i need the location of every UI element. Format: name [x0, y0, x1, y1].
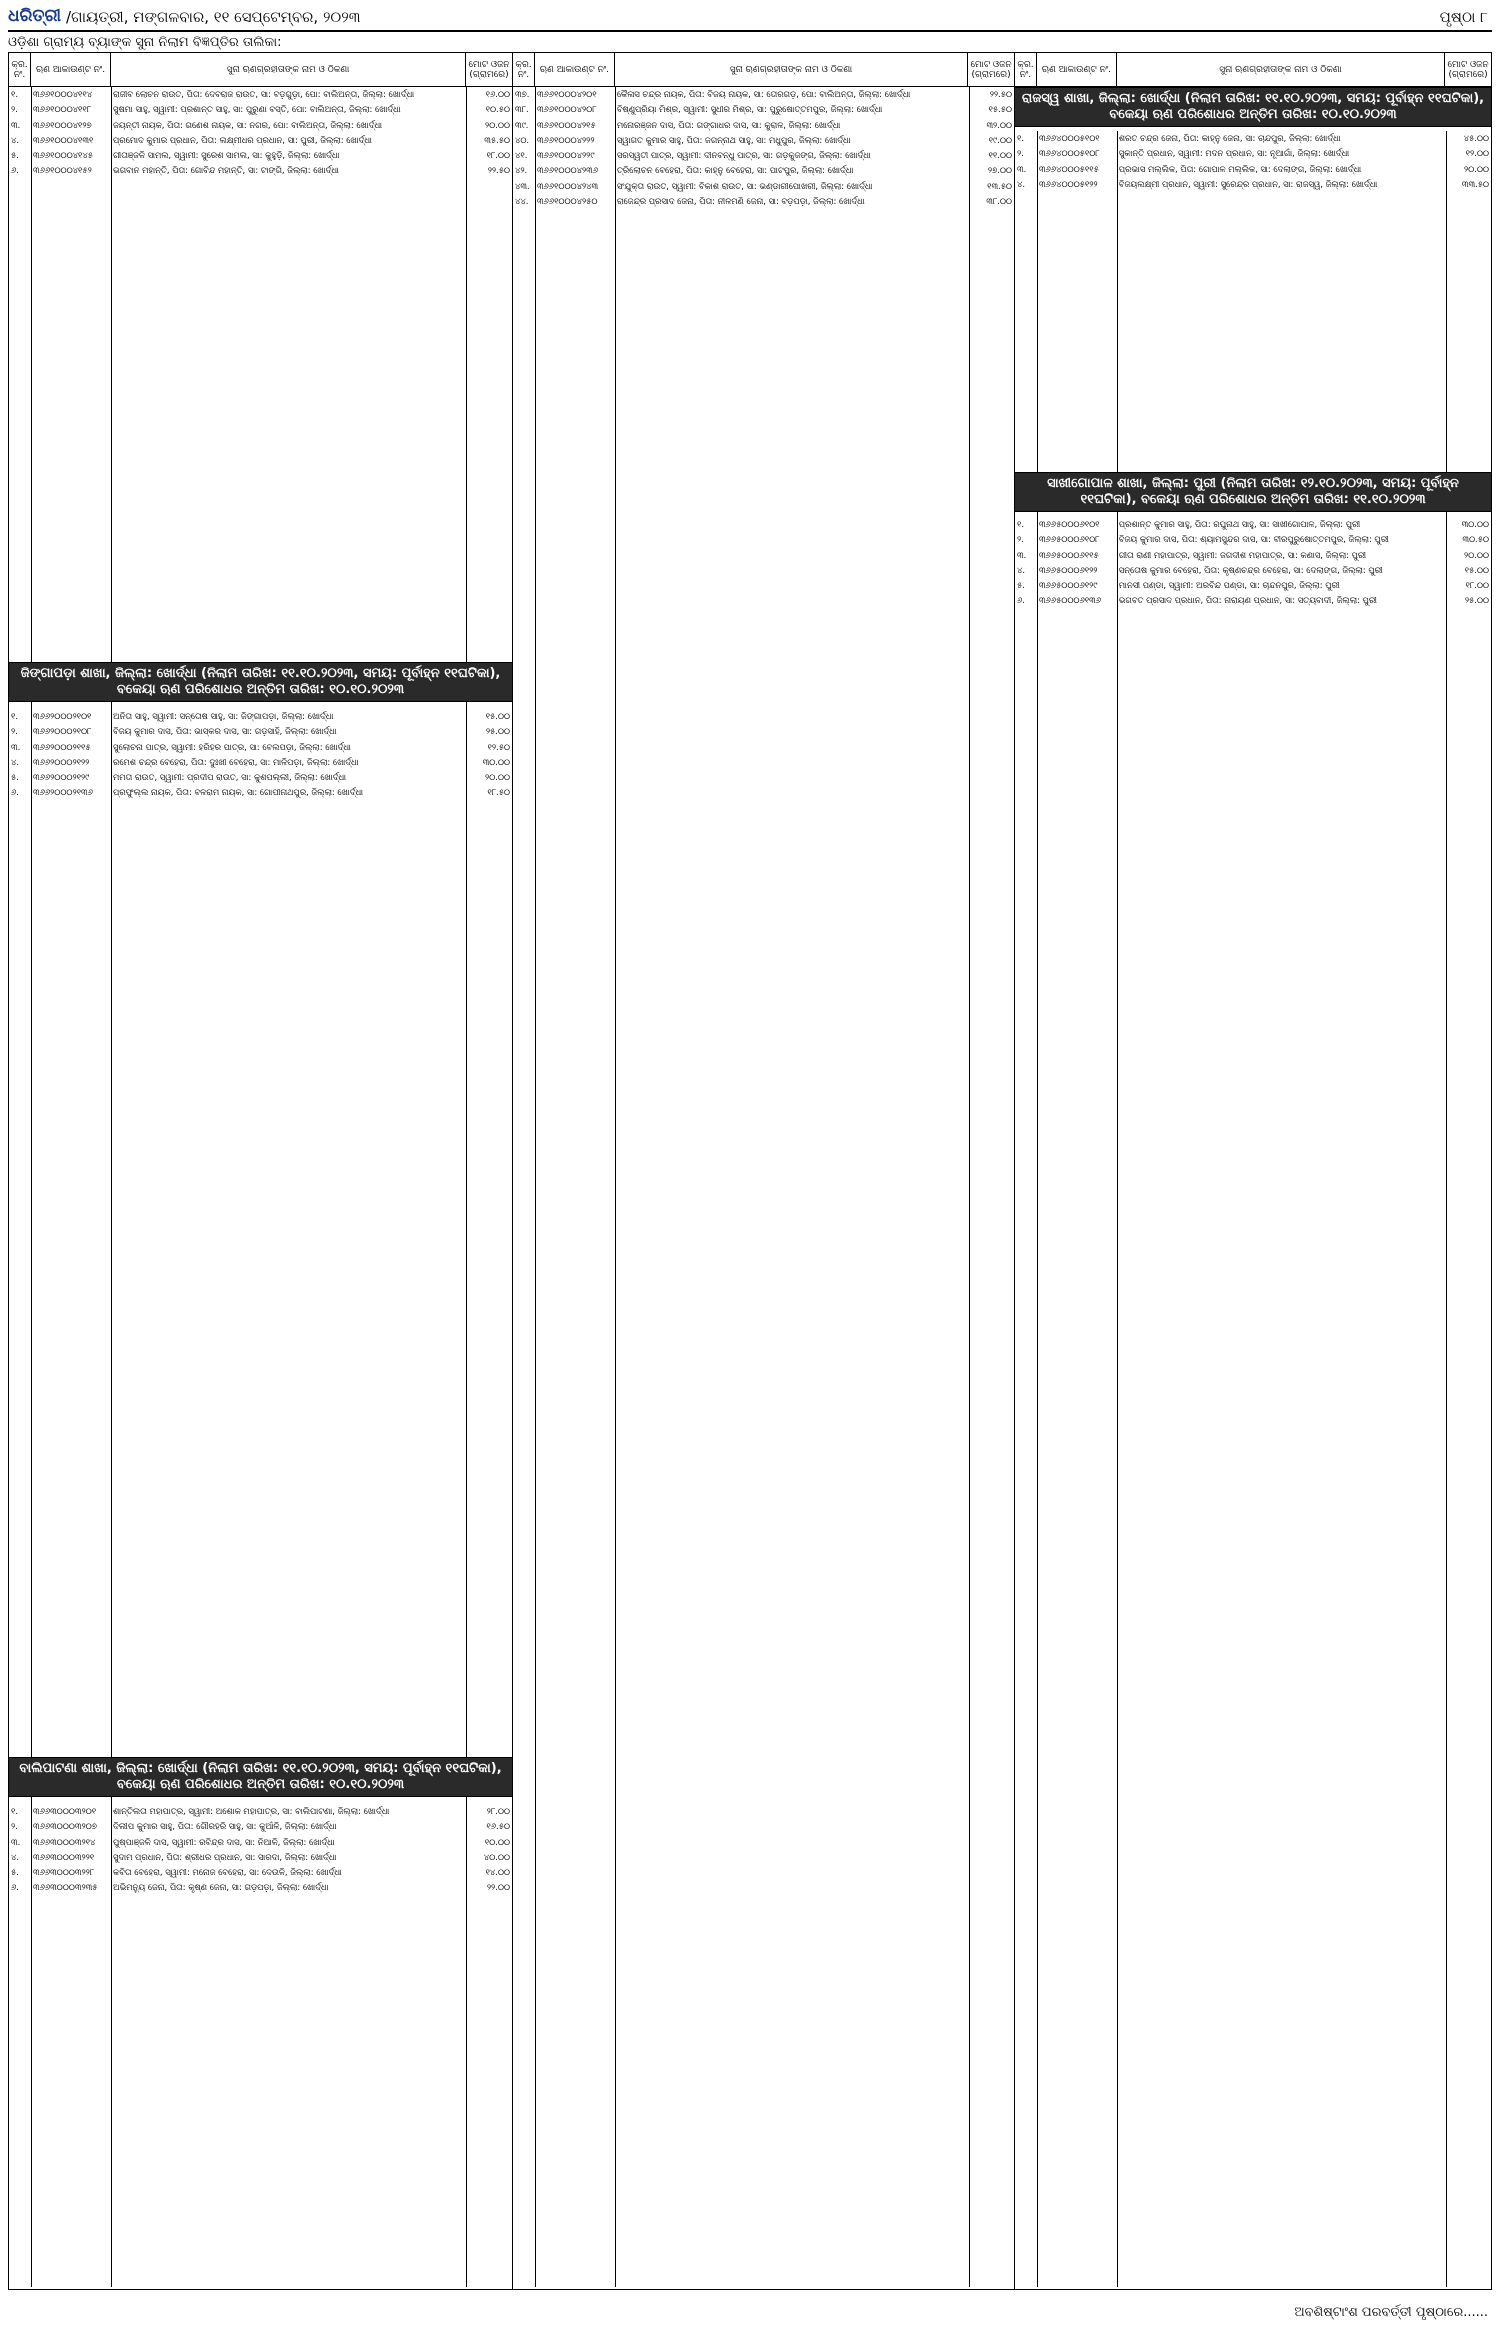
rows-bottom	[9, 1804, 512, 1896]
table-row	[9, 148, 512, 163]
column-header	[1015, 53, 1491, 87]
weight-cell: ୩୨.୦୦	[986, 119, 1012, 130]
sl-cell: ୩.	[1017, 163, 1027, 174]
dateline: /ଗାୟତ୍ରୀ, ମଙ୍ଗଳବାର, ୧୧ ସେପ୍ଟେମ୍ବର, ୨୦୨୩	[66, 8, 361, 26]
weight-cell: ୩୮.୦୦	[986, 196, 1012, 207]
weight-cell: ୨୦.୦୦	[484, 772, 510, 783]
row-grid	[9, 179, 512, 662]
weight-cell: ୧୨.୦୦	[1465, 148, 1489, 159]
sl-cell: ୪୦.	[515, 134, 530, 145]
sl-cell: ୩.	[11, 741, 21, 752]
loan-cell: ୩୬୬୧୦୦୦୪୧୨୭	[33, 119, 92, 130]
name-cell: ତ୍ରିଲୋଚନ ବେହେରା, ପିତା: କାହ୍ନୁ ବେହେରା, ସା: ପାଟପୁର, ଜିଲ୍ଲା: ଖୋର୍ଦ୍ଧା	[616, 165, 854, 176]
header-weight: ମୋଟ ଓଜନ (ଗ୍ରାମରେ)	[970, 59, 1012, 80]
name-cell: ବିଷ୍ଣୁପ୍ରିୟା ମିଶ୍ର, ସ୍ୱାମୀ: ସୁଧୀର ମିଶ୍ର, ସା: ପୁରୁଷୋତ୍ତମପୁର, ଜିଲ୍ଲା: ଖୋର୍ଦ୍ଧା	[616, 104, 883, 115]
sl-cell: ୧.	[11, 1806, 19, 1816]
name-cell: ପ୍ରଭାସ ମଲ୍ଲିକ, ପିତା: ଗୋପାଳ ମଲ୍ଲିକ, ସା: ଦେଲାଙ୍ଗ, ଜିଲ୍ଲା: ଖୋର୍ଦ୍ଧା	[1118, 163, 1362, 174]
row-grid	[9, 1896, 512, 2287]
sl-cell: ୫.	[1017, 580, 1025, 591]
loan-cell: ୩୬୬୩୦୦୦୩୨୦୭	[33, 1821, 97, 1832]
sl-cell: ୪.	[1017, 564, 1026, 575]
table-row	[1015, 578, 1491, 593]
weight-cell: ୨୨.୦୦	[486, 1882, 510, 1893]
weight-cell: ୧୬.୦୦	[485, 89, 510, 99]
loan-cell: ୩୬୬୧୦୦୦୪୧୩୧	[33, 134, 94, 145]
sl-cell: ୪.	[1017, 178, 1026, 189]
name-cell: ଦିଲୀପ କୁମାର ସାହୁ, ପିତା: ଗୌରହରି ସାହୁ, ସା: କୁଆଁଳି, ଜିଲ୍ଲା: ଖୋର୍ଦ୍ଧା	[113, 1821, 337, 1832]
weight-cell: ୧୦.୫୦	[485, 104, 510, 115]
weight-cell: ୨୫.୦୦	[1464, 595, 1489, 606]
name-cell: ସୁକାନ୍ତି ପ୍ରଧାନ, ସ୍ୱାମୀ: ମଦନ ପ୍ରଧାନ, ସା: ନୂଆଗାଁ, ଜିଲ୍ଲା: ଖୋର୍ଦ୍ଧା	[1118, 148, 1350, 159]
name-cell: ଶାନ୍ତିଲତା ମହାପାତ୍ର, ସ୍ୱାମୀ: ଅଶୋକ ମହାପାତ୍ର, ସା: ବାଲିପାଟଣା, ଜିଲ୍ଲା: ଖୋର୍ଦ୍ଧା	[113, 1806, 390, 1816]
table-row	[513, 194, 1014, 209]
table-row	[1015, 177, 1491, 192]
branch-banner-balipatna: ବାଲିପାଟଣା ଶାଖା, ଜିଲ୍ଲା: ଖୋର୍ଦ୍ଧା (ନିଲାମ ତାରିଖ: ୧୧.୧୦.୨୦୨୩, ସମୟ: ପୂର୍ବାହ୍ନ ୧୧ଘଟିକା), ବକେୟା ଋଣ ପରିଶୋଧର ଅନ୍ତିମ ତାରିଖ: ୧୦.୧୦.୨୦୨୩	[9, 1757, 512, 1797]
name-cell: କବିତା ବେହେରା, ସ୍ୱାମୀ: ମନୋଜ ବେହେରା, ସା: ଦେଉଳି, ଜିଲ୍ଲା: ଖୋର୍ଦ୍ଧା	[113, 1867, 342, 1878]
name-cell: ଜୟନ୍ତୀ ନାୟକ, ପିତା: ଗଣେଶ ନାୟକ, ସା: ନଗର, ପୋ: ବାଲିଅନ୍ତା, ଜିଲ୍ଲା: ଖୋର୍ଦ୍ଧା	[113, 119, 383, 130]
sl-cell: ୪.	[11, 1851, 20, 1862]
table-row	[9, 87, 512, 102]
weight-cell: ୨୦.୦୦	[1463, 549, 1489, 560]
sl-cell: ୨.	[11, 1821, 18, 1832]
notice-heading: ଓଡ଼ିଶା ଗ୍ରାମ୍ୟ ବ୍ୟାଙ୍କ ସୁନା ନିଲାମ ବିଜ୍ଞପ୍ତିର ତାଲିକା:	[8, 35, 282, 50]
continued-note: ଅବଶିଷ୍ଟାଂଶ ପରବର୍ତ୍ତୀ ପୃଷ୍ଠାରେ......	[1294, 2305, 1488, 2320]
table-row	[1015, 563, 1491, 578]
table-row	[9, 102, 512, 117]
weight-cell: ୨୭.୦୦	[987, 165, 1012, 176]
header-name: ସୁନା ଋଣଗ୍ରହୀତାଙ୍କ ନାମ ଓ ଠିକଣା	[1117, 53, 1445, 86]
weight-cell: ୪୫.୦୦	[1463, 133, 1489, 143]
newspaper-logo: ଧରିତ୍ରୀ	[8, 6, 62, 26]
loan-cell: ୩୬୬୨୦୦୦୨୧୨୨	[33, 756, 90, 767]
loan-cell: ୩୬୬୪୦୦୦୫୧୧୫	[1038, 163, 1099, 174]
name-cell: ପ୍ରଶାନ୍ତ କୁମାର ସାହୁ, ପିତା: ରଘୁନାଥ ସାହୁ, ସା: ସାଖୀଗୋପାଳ, ଜିଲ୍ଲା: ପୁରୀ	[1118, 519, 1361, 529]
name-cell: ସୁଷମା ସାହୁ, ସ୍ୱାମୀ: ପ୍ରଶାନ୍ତ ସାହୁ, ସା: ପୁରୁଣା ବସ୍ତି, ପୋ: ବାଲିଅନ୍ତା, ଜିଲ୍ଲା: ଖୋର୍ଦ୍ଧା	[113, 104, 401, 115]
branch-banner-rajsuna: ରାଜସ୍ୱ ଶାଖା, ଜିଲ୍ଲା: ଖୋର୍ଦ୍ଧା (ନିଲାମ ତାରିଖ: ୧୧.୧୦.୨୦୨୩, ସମୟ: ପୂର୍ବାହ୍ନ ୧୧ଘଟିକା), ବକେୟା ଋଣ ପରିଶୋଧର ଅନ୍ତିମ ତାରିଖ: ୧୦.୧୦.୨୦୨୩	[1015, 87, 1491, 127]
masthead-rule	[8, 30, 1492, 32]
loan-cell: ୩୬୬୧୦୦୦୪୨୧୫	[536, 119, 596, 130]
header-weight: ମୋଟ ଓଜନ (ଗ୍ରାମରେ)	[468, 59, 510, 80]
table-row	[1015, 131, 1491, 146]
weight-cell: ୩୫.୫୦	[484, 134, 510, 145]
name-cell: ଗୀତାଞ୍ଜଳି ସାମଲ, ସ୍ୱାମୀ: ସୁରେଶ ସାମଲ, ସା: କୁହୁଡ଼ି, ଜିଲ୍ଲା: ଖୋର୍ଦ୍ଧା	[113, 150, 340, 161]
sl-cell: ୪୩.	[515, 180, 530, 191]
loan-cell: ୩୬୬୧୦୦୦୪୨୫୦	[536, 196, 598, 207]
table-row	[9, 118, 512, 133]
header-loan: ଋଣ ଆକାଉଣ୍ଟ ନଂ.	[535, 53, 615, 86]
loan-cell: ୩୬୬୪୦୦୦୫୧୦୮	[1038, 148, 1100, 159]
loan-cell: ୩୬୬୧୦୦୦୪୨୨୯	[536, 150, 595, 161]
weight-cell: ୧୫.୦୦	[485, 711, 510, 721]
sl-cell: ୬.	[1017, 595, 1025, 606]
rows-top	[1015, 131, 1491, 192]
weight-cell: ୨୦.୦୦	[484, 119, 510, 130]
table-column-1	[9, 53, 512, 2289]
weight-cell: ୧୮.୫୦	[487, 787, 510, 798]
name-cell: ସନ୍ତୋଷ କୁମାର ବେହେରା, ପିତା: କୃଷ୍ଣଚନ୍ଦ୍ର ବେହେରା, ସା: ଦେଲାଙ୍ଗ, ଜିଲ୍ଲା: ପୁରୀ	[1118, 564, 1383, 575]
loan-cell: ୩୬୬୩୦୦୦୩୨୧୪	[33, 1836, 96, 1847]
loan-cell: ୩୬୬୩୦୦୦୩୨୨୮	[33, 1867, 95, 1878]
loan-cell: ୩୬୬୨୦୦୦୨୧୦୧	[33, 711, 92, 721]
weight-cell: ୧୬.୫୦	[486, 1821, 510, 1832]
sl-cell: ୩୯.	[515, 119, 529, 130]
table-row	[1015, 517, 1491, 532]
table-row	[9, 724, 512, 739]
row-grid	[9, 801, 512, 1757]
rows-top	[9, 87, 512, 179]
table-row	[513, 87, 1014, 102]
sl-cell: ୧.	[11, 711, 19, 721]
name-cell: ରାଜୀବ ଲୋଚନ ରାଉତ, ପିତା: ଦେବରାଜ ରାଉତ, ସା: ବଡ଼ଗୁଡ଼ା, ପୋ: ବାଲିଅନ୍ତା, ଜିଲ୍ଲା: ଖୋର୍ଦ୍ଧା	[113, 89, 415, 99]
sl-cell: ୪୨.	[515, 165, 528, 176]
table-row	[1015, 532, 1491, 547]
table-row	[9, 740, 512, 755]
rows-mid	[9, 709, 512, 801]
rows-list	[513, 87, 1014, 209]
table-row	[513, 148, 1014, 163]
name-cell: ମାନସୀ ପଣ୍ଡା, ସ୍ୱାମୀ: ଅରବିନ୍ଦ ପଣ୍ଡା, ସା: ଚାନ୍ଦନପୁର, ଜିଲ୍ଲା: ପୁରୀ	[1118, 580, 1340, 591]
sl-cell: ୨.	[1017, 148, 1024, 159]
loan-cell: ୩୬୬୧୦୦୦୪୨୦୮	[536, 104, 597, 115]
name-cell: ସୁଦାମ ପ୍ରଧାନ, ପିତା: ଶ୍ରୀଧର ପ୍ରଧାନ, ସା: ସାରଦା, ଜିଲ୍ଲା: ଖୋର୍ଦ୍ଧା	[113, 1851, 337, 1862]
table-row	[1015, 593, 1491, 608]
loan-cell: ୩୬୬୨୦୦୦୨୧୧୫	[33, 741, 91, 752]
weight-cell: ୧୯.୦୦	[988, 134, 1012, 145]
name-cell: ଅନିତା ସାହୁ, ସ୍ୱାମୀ: ସନ୍ତୋଷ ସାହୁ, ସା: ଜିଙ୍ଗାପଡ଼ା, ଜିଲ୍ଲା: ଖୋର୍ଦ୍ଧା	[113, 711, 334, 721]
loan-cell: ୩୬୬୫୦୦୦୬୧୧୫	[1038, 549, 1099, 560]
column-header	[513, 53, 1014, 87]
name-cell: ଭଗବତ ପ୍ରସାଦ ପ୍ରଧାନ, ପିତା: ନାରାୟଣ ପ୍ରଧାନ, ସା: ସତ୍ୟବାଦୀ, ଜିଲ୍ଲା: ପୁରୀ	[1118, 595, 1378, 606]
sl-cell: ୬.	[11, 1882, 19, 1893]
loan-cell: ୩୬୬୪୦୦୦୫୧୦୧	[1038, 133, 1100, 143]
weight-cell: ୩୦.୦୦	[482, 756, 510, 767]
loan-cell: ୩୬୬୧୦୦୦୪୧୧୪	[33, 89, 93, 99]
page-number: ପୃଷ୍ଠା ୮	[1439, 8, 1488, 26]
weight-cell: ୧୮.୦୦	[486, 150, 510, 161]
header-loan: ଋଣ ଆକାଉଣ୍ଟ ନଂ.	[1037, 53, 1117, 86]
sl-cell: ୬.	[11, 787, 19, 798]
name-cell: ସ୍ୱାଗତ କୁମାର ସାହୁ, ପିତା: ଜଗନ୍ନାଥ ସାହୁ, ସା: ମଧୁପୁର, ଜିଲ୍ଲା: ଖୋର୍ଦ୍ଧା	[616, 134, 851, 145]
name-cell: ବିଜୟ କୁମାର ଦାସ, ପିତା: ଶ୍ୟାମସୁନ୍ଦର ଦାସ, ସା: ବୀରପୁରୁଷୋତ୍ତମପୁର, ଜିଲ୍ଲା: ପୁରୀ	[1118, 534, 1389, 545]
name-cell: ବିଜୟଲକ୍ଷ୍ମୀ ପ୍ରଧାନ, ସ୍ୱାମୀ: ସୁରେନ୍ଦ୍ର ପ୍ରଧାନ, ସା: ରାଜସ୍ୱ, ଜିଲ୍ଲା: ଖୋର୍ଦ୍ଧା	[1118, 178, 1378, 189]
table-row	[9, 785, 512, 800]
table-column-2	[512, 53, 1014, 2289]
name-cell: ସୁଲୋଚନା ପାତ୍ର, ସ୍ୱାମୀ: ହରିହର ପାତ୍ର, ସା: ବେଲପଡ଼ା, ଜିଲ୍ଲା: ଖୋର୍ଦ୍ଧା	[113, 741, 351, 752]
sl-cell: ୩.	[11, 1836, 21, 1847]
sl-cell: ୧.	[1017, 133, 1025, 143]
header-loan: ଋଣ ଆକାଉଣ୍ଟ ନଂ.	[31, 53, 111, 86]
weight-cell: ୩୦.୦୦	[1461, 519, 1489, 529]
column-rows	[1015, 87, 1491, 2287]
column-header	[9, 53, 512, 87]
weight-cell: ୪୦.୦୦	[483, 1851, 510, 1862]
loan-cell: ୩୬୬୧୦୦୦୪୨୪୩	[536, 180, 599, 191]
column-rows	[513, 87, 1014, 2287]
loan-cell: ୩୬୬୩୦୦୦୩୨୨୧	[33, 1851, 95, 1862]
name-cell: ପ୍ରଫୁଲ୍ଲ ନାୟକ, ପିତା: ବଳରାମ ନାୟକ, ସା: ଗୋପୀନାଥପୁର, ଜିଲ୍ଲା: ଖୋର୍ଦ୍ଧା	[113, 787, 364, 798]
table-row	[1015, 548, 1491, 563]
weight-cell: ୨୦.୦୦	[1463, 163, 1489, 174]
loan-cell: ୩୬୬୫୦୦୦୬୧୨୯	[1038, 580, 1098, 591]
name-cell: ପୁଷ୍ପାଞ୍ଜଳି ଦାସ, ସ୍ୱାମୀ: ରବିନ୍ଦ୍ର ଦାସ, ସା: ନିଆଳି, ଜିଲ୍ଲା: ଖୋର୍ଦ୍ଧା	[113, 1836, 335, 1847]
loan-cell: ୩୬୬୧୦୦୦୪୨୩୬	[536, 165, 599, 176]
header-sl: କ୍ର. ନଂ.	[513, 53, 535, 86]
table-row	[9, 1804, 512, 1819]
loan-cell: ୩୬୬୪୦୦୦୫୧୨୨	[1038, 178, 1098, 189]
weight-cell: ୨୨.୫୦	[487, 165, 510, 176]
row-grid	[1015, 609, 1491, 2287]
header-sl: କ୍ର. ନଂ.	[9, 53, 31, 86]
column-rows	[9, 87, 512, 2287]
sl-cell: ୧.	[11, 89, 19, 99]
weight-cell: ୧୪.୦୦	[485, 1867, 510, 1878]
table-row	[1015, 146, 1491, 161]
loan-cell: ୩୬୬୨୦୦୦୨୧୦୮	[33, 726, 92, 737]
name-cell: ରମେଶ ଚନ୍ଦ୍ର ବେହେରା, ପିତା: ଦୁଃଖୀ ବେହେରା, ସା: ମାଳିପଡ଼ା, ଜିଲ୍ଲା: ଖୋର୍ଦ୍ଧା	[113, 756, 359, 767]
name-cell: ଅଭିମନ୍ୟୁ ଜେନା, ପିତା: କୃଷ୍ଣ ଜେନା, ସା: ଗଡ଼ପଡ଼ା, ଜିଲ୍ଲା: ଖୋର୍ଦ୍ଧା	[113, 1882, 329, 1893]
table-column-3	[1014, 53, 1491, 2289]
table-row	[9, 1835, 512, 1850]
loan-cell: ୩୬୬୫୦୦୦୬୧୩୬	[1038, 595, 1101, 606]
weight-cell: ୧୨.୫୦	[487, 741, 510, 752]
table-row	[9, 755, 512, 770]
loan-cell: ୩୬୬୫୦୦୦୬୧୦୮	[1038, 534, 1100, 545]
loan-cell: ୩୬୬୫୦୦୦୬୧୨୨	[1038, 564, 1098, 575]
table-row	[513, 179, 1014, 194]
row-grid	[1015, 192, 1491, 472]
name-cell: ପ୍ରମୋଦ କୁମାର ପ୍ରଧାନ, ପିତା: ଲକ୍ଷ୍ମୀଧର ପ୍ରଧାନ, ସା: ପୁରୀ, ଜିଲ୍ଲା: ଖୋର୍ଦ୍ଧା	[113, 134, 372, 145]
weight-cell: ୧୮.୦୦	[1465, 580, 1489, 591]
weight-cell: ୧୦.୦୦	[484, 1836, 510, 1847]
sl-cell: ୩୮.	[515, 104, 529, 115]
rows-bottom	[1015, 517, 1491, 609]
weight-cell: ୨୨.୫୦	[989, 89, 1012, 99]
table-row	[9, 1850, 512, 1865]
table-row	[513, 102, 1014, 117]
weight-cell: ୧୩.୫୦	[987, 180, 1012, 191]
name-cell: ରାଜେନ୍ଦ୍ର ପ୍ରସାଦ ଜେନା, ପିତା: ନୀଳମଣି ଜେନା, ସା: ବଡ଼ପଡ଼ା, ଜିଲ୍ଲା: ଖୋର୍ଦ୍ଧା	[616, 196, 865, 207]
loan-cell: ୩୬୬୧୦୦୦୪୧୧୮	[33, 104, 92, 115]
name-cell: କୈଳାସ ଚନ୍ଦ୍ର ନାୟକ, ପିତା: ବିଜୟ ନାୟକ, ସା: ତୋରଗଡ଼, ପୋ: ବାଲିଅନ୍ତା, ଜିଲ୍ଲା: ଖୋର୍ଦ୍ଧା	[616, 89, 911, 99]
sl-cell: ୩.	[11, 119, 21, 130]
sl-cell: ୧.	[1017, 519, 1025, 529]
sl-cell: ୪୧.	[515, 150, 528, 161]
table-row	[1015, 162, 1491, 177]
sl-cell: ୪.	[11, 756, 20, 767]
sl-cell: ୩୭.	[515, 89, 530, 99]
sl-cell: ୬.	[11, 165, 19, 176]
table-row	[9, 133, 512, 148]
table-row	[513, 163, 1014, 178]
name-cell: ଭଗବାନ ମହାନ୍ତି, ପିତା: ଗୋବିନ୍ଦ ମହାନ୍ତି, ସା: ଟାଙ୍ଗି, ଜିଲ୍ଲା: ଖୋର୍ଦ୍ଧା	[113, 165, 339, 176]
auction-table	[8, 52, 1492, 2290]
loan-cell: ୩୬୬୨୦୦୦୨୧୩୬	[33, 787, 93, 798]
table-row	[513, 118, 1014, 133]
weight-cell: ୩୦.୫୦	[1462, 534, 1489, 545]
weight-cell: ୧୫.୦୦	[1464, 564, 1489, 575]
loan-cell: ୩୬୬୧୦୦୦୪୨୨୨	[536, 134, 595, 145]
loan-cell: ୩୬୬୧୦୦୦୪୨୦୧	[536, 89, 597, 99]
table-row	[9, 770, 512, 785]
sl-cell: ୩.	[1017, 549, 1027, 560]
name-cell: ମନୋରଞ୍ଜନ ଦାସ, ପିତା: ଗଙ୍ଗାଧର ଦାସ, ସା: କୁରାଳ, ଜିଲ୍ଲା: ଖୋର୍ଦ୍ଧା	[616, 119, 841, 130]
branch-banner-jingapada: ଜିଙ୍ଗାପଡ଼ା ଶାଖା, ଜିଲ୍ଲା: ଖୋର୍ଦ୍ଧା (ନିଲାମ ତାରିଖ: ୧୧.୧୦.୨୦୨୩, ସମୟ: ପୂର୍ବାହ୍ନ ୧୧ଘଟିକା), ବକେୟା ଋଣ ପରିଶୋଧର ଅନ୍ତିମ ତାରିଖ: ୧୦.୧୦.୨୦୨୩	[9, 662, 512, 702]
name-cell: ବିଜୟ କୁମାର ଦାସ, ପିତା: ଭାସ୍କର ଦାସ, ସା: ଗଡ଼ସାହି, ଜିଲ୍ଲା: ଖୋର୍ଦ୍ଧା	[113, 726, 337, 737]
sl-cell: ୪.	[11, 134, 20, 145]
table-row	[9, 1819, 512, 1834]
table-row	[513, 133, 1014, 148]
sl-cell: ୪୪.	[515, 196, 529, 207]
sl-cell: ୫.	[11, 150, 19, 161]
sl-cell: ୨.	[1017, 534, 1024, 545]
table-row	[9, 1880, 512, 1895]
name-cell: ମମତା ରାଉତ, ସ୍ୱାମୀ: ପ୍ରଦୀପ ରାଉତ, ସା: କୁଶପଲ୍ଲୀ, ଜିଲ୍ଲା: ଖୋର୍ଦ୍ଧା	[113, 772, 347, 783]
header-sl: କ୍ର. ନଂ.	[1015, 53, 1037, 86]
loan-cell: ୩୬୬୩୦୦୦୩୨୦୧	[33, 1806, 97, 1816]
weight-cell: ୩୩.୫୦	[1461, 178, 1489, 189]
header-name: ସୁନା ଋଣଗ୍ରହୀତାଙ୍କ ନାମ ଓ ଠିକଣା	[615, 53, 968, 86]
sl-cell: ୫.	[11, 772, 19, 783]
loan-cell: ୩୬୬୧୦୦୦୪୧୪୫	[33, 150, 93, 161]
table-row	[9, 1865, 512, 1880]
sl-cell: ୫.	[11, 1867, 19, 1878]
name-cell: ସଂଯୁକ୍ତା ରାଉତ, ସ୍ୱାମୀ: ବିକାଶ ରାଉତ, ସା: ଭଣ୍ଡାରୀପୋଖରୀ, ଜିଲ୍ଲା: ଖୋର୍ଦ୍ଧା	[616, 180, 873, 191]
name-cell: ସରସ୍ୱତୀ ପାତ୍ର, ସ୍ୱାମୀ: ଦୀନବନ୍ଧୁ ପାତ୍ର, ସା: ଗଡ଼କୁଜଙ୍ଗ, ଜିଲ୍ଲା: ଖୋର୍ଦ୍ଧା	[616, 150, 871, 161]
row-grid	[513, 210, 1014, 2287]
sl-cell: ୨.	[11, 104, 18, 115]
loan-cell: ୩୬୬୫୦୦୦୬୧୦୧	[1038, 519, 1100, 529]
weight-cell: ୧୫.୫୦	[988, 104, 1012, 115]
weight-cell: ୧୧.୦୦	[988, 150, 1012, 161]
header-name: ସୁନା ଋଣଗ୍ରହୀତାଙ୍କ ନାମ ଓ ଠିକଣା	[111, 53, 466, 86]
weight-cell: ୨୮.୦୦	[486, 1806, 510, 1816]
name-cell: ଗୀତା ରାଣୀ ମହାପାତ୍ର, ସ୍ୱାମୀ: ଜଗଦୀଶ ମହାପାତ୍ର, ସା: କଣାସ, ଜିଲ୍ଲା: ପୁରୀ	[1118, 549, 1367, 560]
weight-cell: ୨୫.୦୦	[485, 726, 510, 737]
sl-cell: ୨.	[11, 726, 18, 737]
table-row	[9, 709, 512, 724]
name-cell: ଶରତ ଚନ୍ଦ୍ର ଜେନା, ପିତା: କାହ୍ନୁ ଜେନା, ସା: ଚାନ୍ଦପୁର, ଜିଲ୍ଲା: ଖୋର୍ଦ୍ଧା	[1118, 133, 1341, 143]
table-row	[9, 163, 512, 178]
loan-cell: ୩୬୬୨୦୦୦୨୧୨୯	[33, 772, 90, 783]
header-weight: ମୋଟ ଓଜନ (ଗ୍ରାମରେ)	[1447, 59, 1489, 80]
branch-banner-sakhigopal: ସାଖୀଗୋପାଳ ଶାଖା, ଜିଲ୍ଲା: ପୁରୀ (ନିଲାମ ତାରିଖ: ୧୨.୧୦.୨୦୨୩, ସମୟ: ପୂର୍ବାହ୍ନ ୧୧ଘଟିକା), ବକେୟା ଋଣ ପରିଶୋଧର ଅନ୍ତିମ ତାରିଖ: ୧୧.୧୦.୨୦୨୩	[1015, 472, 1491, 512]
loan-cell: ୩୬୬୧୦୦୦୪୧୫୨	[33, 165, 92, 176]
loan-cell: ୩୬୬୩୦୦୦୩୨୩୫	[33, 1882, 98, 1893]
